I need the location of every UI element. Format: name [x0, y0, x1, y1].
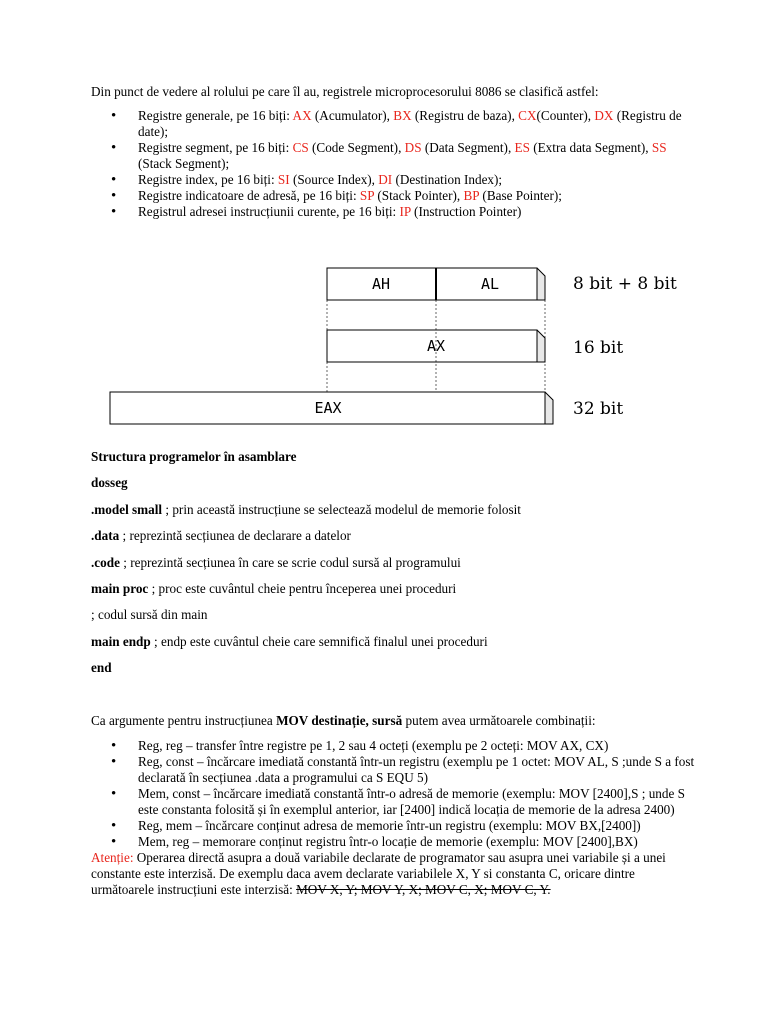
structure-line-main-endp: main endp ; endp este cuvântul cheie care semnifică finalul unei proceduri: [91, 633, 488, 649]
register-item-index: • Registre index, pe 16 biți: SI (Source Index), DI (Destination Index);: [91, 172, 701, 188]
bits-8-label: 8 bit + 8 bit: [573, 274, 677, 294]
structure-line-model: .model small ; prin această instrucțiune se selectează modelul de memorie folosit: [91, 501, 521, 517]
mov-section: [91, 713, 701, 898]
bits-16-label: 16 bit: [573, 338, 624, 358]
mov-item: • Mem, reg – memorare conținut registru într-o locație de memorie (exemplu: MOV [2400],BX): [91, 834, 701, 850]
structure-line-dosseg: dosseg: [91, 475, 128, 491]
mov-item: • Reg, reg – transfer între registre pe 1, 2 sau 4 octeți (exemplu pe 2 octeți: MOV AX, CX): [91, 738, 701, 754]
structure-line-code: .code ; reprezintă secțiunea în care se scrie codul sursă al programului: [91, 554, 461, 570]
mov-list: [91, 738, 701, 850]
mov-item: • Mem, const – încărcare imediată constantă într-o adresă de memorie (exemplu: MOV [2400],S ; unde S este constanta folosită și în exemplul anterior, iar [2400] indică locația de memorie de la adresa 2400): [91, 786, 701, 818]
structure-line-end: end: [91, 660, 112, 676]
structure-line-data: .data ; reprezintă secțiunea de declarare a datelor: [91, 528, 351, 544]
register-item-segment: • Registre segment, pe 16 biți: CS (Code Segment), DS (Data Segment), ES (Extra data Segment), SS (Stack Segment);: [91, 140, 701, 172]
atentie-label: Atenție:: [91, 850, 134, 865]
structure-line-main-proc: main proc ; proc este cuvântul cheie pentru începerea unei proceduri: [91, 580, 457, 596]
eax-label: EAX: [314, 399, 342, 417]
intro-section: [91, 84, 701, 220]
ah-label: AH: [371, 275, 391, 293]
intro-text: Din punct de vedere al rolului pe care îl au, registrele microprocesorului 8086 se clasifică astfel:: [91, 84, 599, 99]
structure-title: Structura programelor în asamblare: [91, 449, 297, 464]
bits-32-label: 32 bit: [573, 399, 624, 419]
structure-line-comment: ; codul sursă din main: [91, 607, 208, 623]
register-diagram: [100, 258, 700, 438]
register-item-ip: • Registrul adresei instrucțiunii curente, pe 16 biți: IP (Instruction Pointer): [91, 204, 701, 220]
al-label: AL: [480, 275, 500, 293]
register-item-general: • Registre generale, pe 16 biți: AX (Acumulator), BX (Registru de baza), CX(Counter), DX (Registru de date);: [91, 108, 701, 140]
program-structure: [91, 449, 701, 687]
ax-label: AX: [426, 337, 446, 355]
register-item-address: • Registre indicatoare de adresă, pe 16 biți: SP (Stack Pointer), BP (Base Pointer);: [91, 188, 701, 204]
mov-item: • Reg, mem – încărcare conținut adresa de memorie într-un registru (exemplu: MOV BX,[2400]): [91, 818, 701, 834]
register-list: [91, 108, 701, 220]
atentie-note: Atenție: Operarea directă asupra a două variabile declarate de programator sau asupra unei variabile și a unei constante este interzisă. De exemplu daca avem declarate variabilele X, Y si constanta C, oricare dintre următoarele instrucțiuni este interzisă: MOV X, Y; MOV Y, X; MOV C, X; MOV C, Y.: [91, 850, 666, 897]
mov-item: • Reg, const – încărcare imediată constantă într-un registru (exemplu pe 1 octet: MOV AL, S ;unde S a fost declarată în secțiunea .data a programului ca S EQU 5): [91, 754, 701, 786]
forbidden-instructions: MOV X, Y; MOV Y, X; MOV C, X; MOV C, Y.: [296, 882, 551, 897]
mov-intro: Ca argumente pentru instrucțiunea MOV destinație, sursă putem avea următoarele combinații:: [91, 713, 596, 728]
